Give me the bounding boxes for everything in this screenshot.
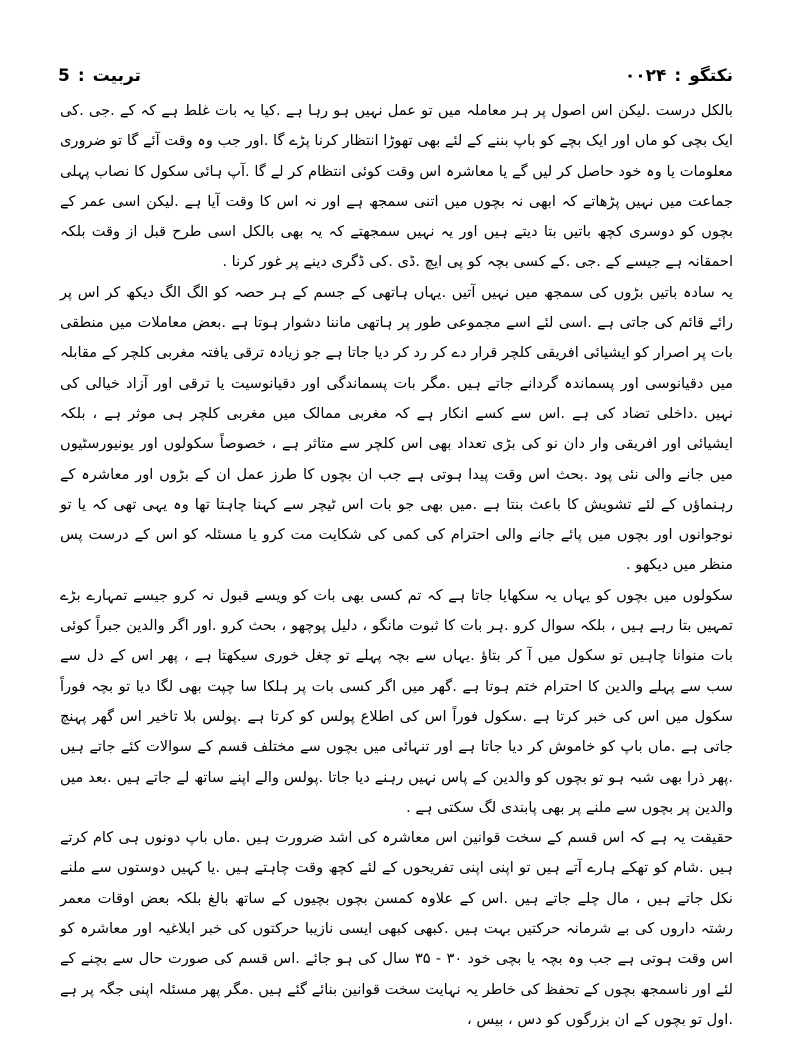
paragraph: یہ سادہ باتیں بڑوں کی سمجھ میں نہیں آتیں .یہاں ہاتھی کے جسم کے ہر حصہ کو الگ الگ دیکھ کر اس پر رائے قائم کی جاتی ہے .اسی لئے اسے مجموعی طور پر ہاتھی ماننا دشوار ہوتا ہے .بعض معاملات میں منطقی بات پر اصرار کو ایشیائی افریقی کلچر قرار دے کر رد کر دیا جاتا ہے جو زیادہ ترقی یافتہ مغربی کلچر کے مقابلہ میں دقیانوسی اور پسماندہ گردانے جاتے ہیں .مگر بات پسماندگی اور دقیانوسیت یا ترقی اور آزاد خیالی کی نہیں .داخلی تضاد کی ہے .اس سے کسے انکار ہے کہ مغربی ممالک میں مغربی کلچر ہی موثر ہے ، بلکہ ایشیائی اور افریقی وار دان نو کی بڑی تعداد بھی اس کلچر سے متاثر ہے ، خصوصاً سکولوں اور یونیورسٹیوں میں جانے والی نئی پود .بحث اس وقت پیدا ہوتی ہے جب ان بچوں کا طرز عمل ان کے بڑوں اور معاشرہ کے رہنماؤں کے لئے تشویش کا باعث بنتا ہے .میں بھی جو بات اس ٹیچر سے کہنا چاہتا تھا وہ یہی تھی کہ یا تو نوجوانوں اور بچوں میں پائے جانے والی احترام کی کمی کی شکایت مت کرو یا مسئلہ کو اس کے درست پس منظر میں دیکھو .	[60, 283, 733, 574]
paragraph: سکولوں میں بچوں کو یہاں یہ سکھایا جاتا ہے کہ تم کسی بھی بات کو ویسے قبول نہ کرو جیسے تمہارے بڑے تمہیں بتا رہے ہیں ، بلکہ سوال کرو .ہر بات کا ثبوت مانگو ، دلیل پوچھو ، بحث کرو .اور اگر والدین جبراً کوئی بات منوانا چاہیں تو سکول میں آ کر بتاؤ .یہاں سے بچہ پہلے تو چغل خوری سیکھتا ہے ، پھر اس کے دل سے سب سے پہلے والدین کا احترام ختم ہوتا ہے .گھر میں اگر کسی بات پر ہلکا سا چپت بھی لگا دیا تو بچہ فوراً سکول میں اس کی خبر کرتا ہے .سکول فوراً اس کی اطلاع پولس کو کرتا ہے .پولس بلا تاخیر اس گھر پہنچ جاتی ہے .ماں باپ کو خاموش کر دیا جاتا ہے اور تنہائی میں بچوں سے مختلف قسم کے سوالات کئے جاتے ہیں .پھر ذرا بھی شبہ ہو تو بچوں کو والدین کے پاس نہیں رہنے دیا جاتا .پولس والے اپنے ساتھ لے جاتے ہیں .بعد میں والدین پر بچوں سے ملنے پر بھی پابندی لگ سکتی ہے .	[60, 586, 733, 816]
page-number: 5	[58, 66, 70, 86]
page-header	[58, 62, 733, 90]
header-separator: :	[77, 66, 85, 86]
paragraph: حقیقت یہ ہے کہ اس قسم کے سخت قوانین اس معاشرہ کی اشد ضرورت ہیں .ماں باپ دونوں ہی کام کرتے ہیں .شام کو تھکے ہارے آتے ہیں تو اپنی اپنی تفریحوں کے لئے کچھ وقت چاہتے ہیں .یا کہیں دوستوں سے ملنے نکل جاتے ہیں ، مال چلے جاتے ہیں .اس کے علاوہ کمسن بچوں بچیوں کے ساتھ بالغ بلکہ بعض اوقات معمر رشتہ داروں کی بے شرمانہ حرکتیں بہت ہیں .کبھی کبھی ایسی نازیبا حرکتوں کی خبر ابلاغیہ اور معاشرہ کو اس وقت ہوتی ہے جب وہ بچہ یا بچی خود ۳۰ - ۳۵ سال کی ہو جائے .اس قسم کی صورت حال سے بچنے کے لئے اور ناسمجھ بچوں کے تحفظ کی خاطر یہ نہایت سخت قوانین بنائے گئے ہیں .مگر پھر مسئلہ اپنی جگہ پر ہے .اول تو بچوں کے ان بزرگوں کو دس ، بیس ،	[60, 829, 733, 1028]
header-separator: :	[674, 66, 682, 86]
magazine-title: نکتگو	[689, 66, 733, 86]
article-body	[60, 96, 733, 1035]
header-magazine	[625, 66, 733, 86]
header-section	[58, 66, 141, 86]
section-title: تربیت	[92, 66, 141, 86]
paragraph: بالکل درست .لیکن اس اصول پر ہر معاملہ میں تو عمل نہیں ہو رہا ہے .کیا یہ بات غلط ہے کہ کے .جی .کی ایک بچی کو ماں اور ایک بچے کو باپ بننے کے لئے بھی تھوڑا انتظار کرنا پڑے گا .اور جب وہ وقت آئے گا تو ضروری معلومات یا وہ خود حاصل کر لیں گے یا معاشرہ اس وقت کوئی انتظام کر لے گا .آپ ہائی سکول کا نصاب پہلی جماعت میں نہیں پڑھاتے کہ ابھی نہ بچوں میں اتنی سمجھ ہے اور نہ اس کا وقت آیا ہے .لیکن اسی عمر کے بچوں کو دوسری کچھ باتیں بتا دیتے ہیں اور یہ نہیں سمجھتے کہ یہ بھی بالکل اسی طرح قبل از وقت بلکہ احمقانہ ہے جیسے کے .جی .کے کسی بچہ کو پی ایچ .ڈی .کی ڈگری دینے پر غور کرنا .	[60, 102, 733, 271]
issue-number: ۰۰۲۴	[624, 66, 667, 86]
